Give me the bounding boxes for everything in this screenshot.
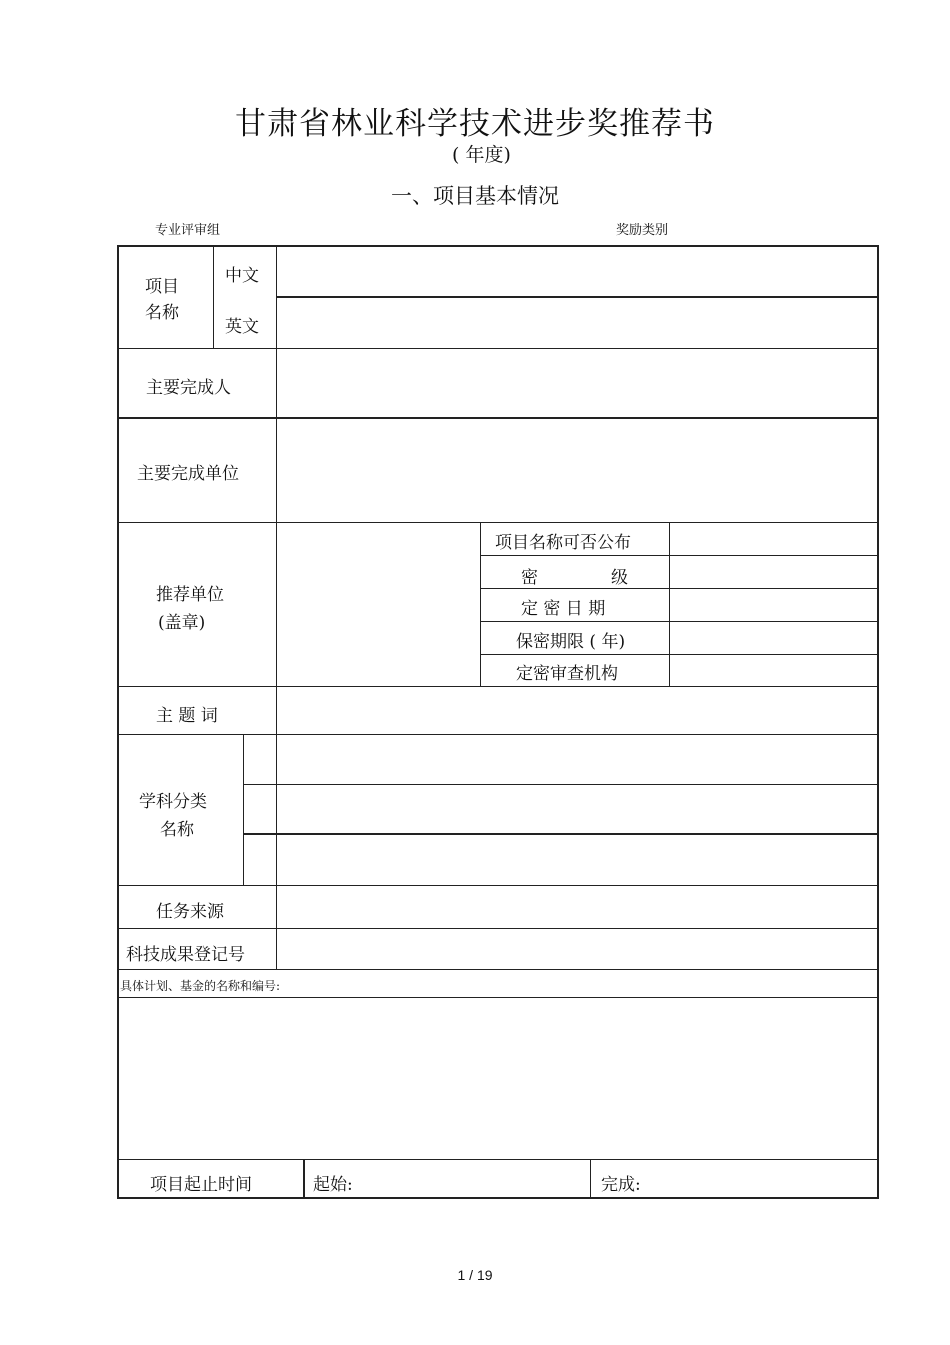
keywords-label: 主 题 词	[156, 706, 218, 726]
row-line	[117, 522, 879, 523]
row-line	[276, 296, 878, 298]
row-line	[117, 417, 879, 419]
plan-fund-label: 具体计划、基金的名称和编号:	[120, 979, 281, 993]
project-name-label-1: 项目	[145, 277, 179, 297]
row-line	[117, 686, 879, 687]
col-line	[590, 1159, 591, 1199]
col-line	[480, 522, 481, 686]
review-group-label: 专业评审组	[155, 223, 221, 238]
project-period-label: 项目起止时间	[150, 1175, 252, 1195]
secret-period-label: 保密期限 ( 年)	[516, 632, 626, 652]
secret-review-org-label: 定密审查机构	[516, 664, 618, 684]
row-line	[243, 784, 878, 785]
secret-level-label-a: 密	[521, 568, 538, 588]
main-units-label: 主要完成单位	[137, 464, 239, 484]
table-border-left	[117, 245, 119, 1199]
document-title: 甘肃省林业科学技术进步奖推荐书	[235, 106, 715, 142]
row-line	[117, 1159, 879, 1160]
col-line	[276, 686, 277, 969]
recommender-label-1: 推荐单位	[156, 585, 224, 605]
col-line	[276, 245, 277, 686]
col-line	[213, 245, 214, 348]
year-label: ( 年度)	[452, 144, 511, 166]
col-line	[669, 522, 670, 686]
row-line	[117, 734, 879, 735]
discipline-label-2: 名称	[160, 820, 194, 840]
row-line	[117, 348, 879, 349]
start-label: 起始:	[313, 1175, 353, 1195]
row-line	[480, 588, 878, 589]
page-number: 1 / 19	[457, 1267, 493, 1283]
task-source-label: 任务来源	[156, 902, 224, 922]
row-line	[117, 969, 879, 970]
row-line	[480, 621, 878, 622]
finish-label: 完成:	[601, 1175, 641, 1195]
row-line	[480, 555, 878, 556]
section-title: 一、项目基本情况	[391, 184, 559, 208]
main-completers-label: 主要完成人	[146, 378, 231, 398]
registration-no-label: 科技成果登记号	[126, 945, 245, 965]
recommender-label-2: (盖章)	[158, 613, 206, 633]
project-name-label-2: 名称	[145, 303, 179, 323]
award-category-label: 奖励类别	[616, 223, 669, 238]
row-line	[117, 928, 879, 929]
english-label: 英文	[225, 317, 259, 337]
publishable-label: 项目名称可否公布	[495, 533, 631, 553]
table-border-bottom	[117, 1197, 879, 1199]
row-line	[117, 885, 879, 886]
row-line	[117, 997, 879, 998]
secret-level-label-b: 级	[611, 568, 628, 588]
secret-date-label: 定 密 日 期	[521, 599, 606, 619]
row-line	[243, 833, 878, 835]
chinese-label: 中文	[225, 266, 259, 286]
table-border-right	[877, 245, 879, 1199]
col-line	[303, 1159, 305, 1199]
table-border-top	[117, 245, 879, 247]
col-line	[243, 734, 244, 885]
discipline-label-1: 学科分类	[139, 792, 207, 812]
row-line	[480, 654, 878, 655]
